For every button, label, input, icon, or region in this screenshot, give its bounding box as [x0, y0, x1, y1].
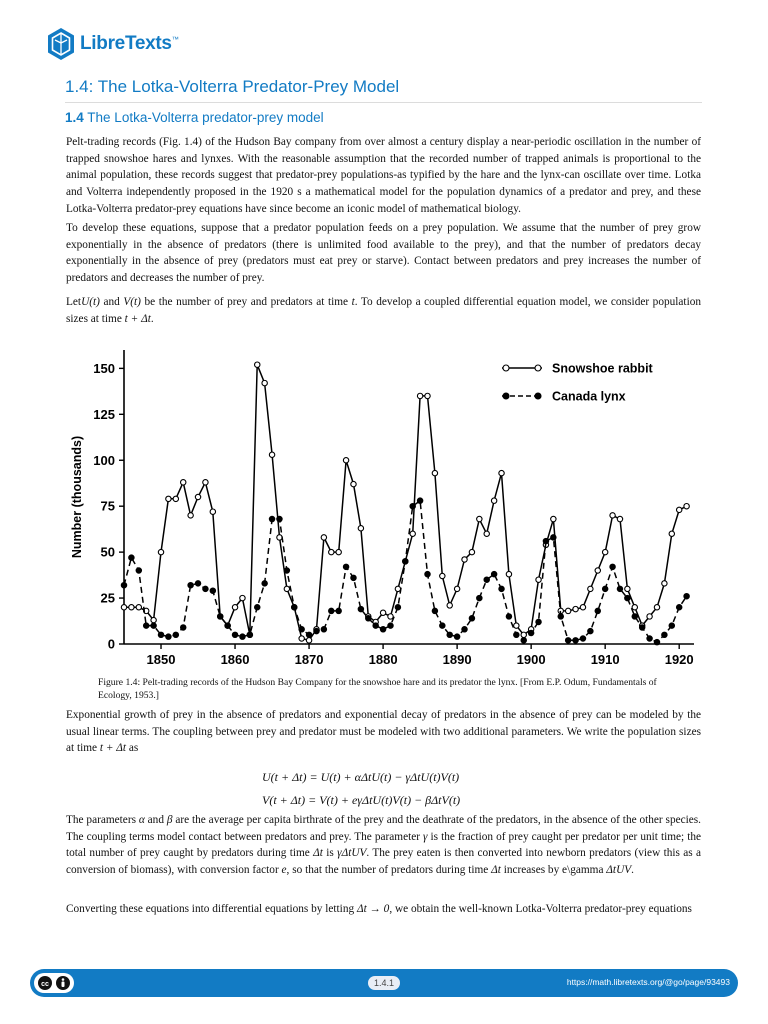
lynx-point — [336, 608, 341, 613]
math-t: t — [351, 296, 355, 308]
equation-prey: U(t + Δt) = U(t) + αΔtU(t) − γΔtU(t)V(t) — [262, 770, 460, 784]
rabbit-point — [329, 549, 334, 554]
rabbit-point — [588, 586, 593, 591]
y-tick-label-0: 0 — [107, 636, 115, 652]
rabbit-point — [232, 605, 237, 610]
rabbit-point — [454, 586, 459, 591]
lynx-point — [440, 623, 445, 628]
math-t-plus-dt: t + Δt — [124, 312, 151, 325]
lynx-point — [684, 594, 689, 599]
lynx-point — [565, 638, 570, 643]
section-title — [65, 110, 324, 125]
page-title: 1.4: The Lotka-Volterra Predator-Prey Model — [65, 77, 702, 103]
rabbit-point — [195, 494, 200, 499]
lynx-point — [654, 639, 659, 644]
x-tick-label-1880: 1880 — [368, 652, 398, 667]
lynx-point — [203, 586, 208, 591]
math-u-of-t: U(t) — [81, 296, 100, 308]
rabbit-point — [395, 586, 400, 591]
lynx-point — [181, 625, 186, 630]
lynx-point — [195, 581, 200, 586]
rabbit-point — [676, 507, 681, 512]
rabbit-point — [469, 549, 474, 554]
rabbit-point — [380, 610, 385, 615]
rabbit-point — [188, 513, 193, 518]
lynx-point — [151, 623, 156, 628]
svg-text:cc: cc — [41, 981, 49, 988]
rabbit-point — [462, 557, 467, 562]
lynx-point — [610, 564, 615, 569]
lynx-point — [528, 630, 533, 635]
legend-label-rabbit: Snowshoe rabbit — [552, 361, 653, 376]
rabbit-point — [536, 577, 541, 582]
rabbit-point — [484, 531, 489, 536]
lynx-point — [617, 586, 622, 591]
lynx-point — [662, 632, 667, 637]
paragraph-intro: Pelt-trading records (Fig. 1.4) of the Hudson Bay company from over almost a century display a near-periodic oscillation in the number of trapped snowshoe hares and lynxes. With the reasonable assumption that the recorded number of trapped animals is proportional to the animal population, these records suggest that predator-prey populations-as typified by the hare and the lynx-can oscillate over time. Lotka and Volterra independently proposed in the 1920 s a mathematical model for the population dynamics of a predator and prey, and these Lotka-Volterra predator-prey equations have since become an iconic model of mathematical biology. — [66, 136, 701, 215]
lynx-point — [595, 608, 600, 613]
lynx-point — [403, 559, 408, 564]
rabbit-point — [440, 573, 445, 578]
lynx-point — [144, 623, 149, 628]
rabbit-point — [610, 513, 615, 518]
logo-text: LibreTexts™ — [80, 33, 179, 54]
lynx-point — [292, 605, 297, 610]
series-line-lynx — [124, 501, 687, 643]
math-alpha: α — [138, 814, 145, 826]
lynx-point — [329, 608, 334, 613]
x-tick-label-1910: 1910 — [590, 652, 620, 667]
lynx-point — [410, 503, 415, 508]
rabbit-point — [269, 452, 274, 457]
lynx-point — [380, 627, 385, 632]
rabbit-point — [647, 614, 652, 619]
lynx-point — [469, 616, 474, 621]
rabbit-point — [632, 605, 637, 610]
lynx-point — [573, 638, 578, 643]
lynx-point — [188, 583, 193, 588]
lynx-point — [543, 538, 548, 543]
rabbit-point — [551, 516, 556, 521]
rabbit-point — [299, 636, 304, 641]
page-number: 1.4.1 — [368, 976, 400, 990]
rabbit-point — [617, 516, 622, 521]
lynx-point — [136, 568, 141, 573]
x-tick-label-1850: 1850 — [146, 652, 176, 667]
rabbit-point — [565, 608, 570, 613]
lynx-point — [240, 634, 245, 639]
lynx-point — [551, 535, 556, 540]
paragraph-parameters: The parameters α and β are the average per capita birthrate of the prey and the deathrate of the predators, in the absence of the other species. The coupling terms model contact between predators and prey. The parameter γ is the fraction of prey caught per predator per unit time; the total number of prey caught by predators during time Δt is γΔtUV. The prey eaten is then converted into newborn predators (view this as a conversion of biomass), with conversion factor e, so that the number of predators during time Δt increases by e\gamma ΔtUV. — [66, 814, 701, 877]
paragraph-assumptions: To develop these equations, suppose that a predator population feeds on a prey population. We assume that the number of prey grow exponentially in the absence of predators (there is unlimited food available to the prey), and that the number of predators decay exponentially in the absence of prey (predators must eat prey or starve). Contact between predators and prey increases the number of predators and decreases the number of prey. — [66, 222, 701, 285]
lynx-point — [262, 581, 267, 586]
lynx-point — [676, 605, 681, 610]
y-tick-label-100: 100 — [93, 452, 115, 468]
rabbit-point — [425, 393, 430, 398]
equations-block — [262, 766, 562, 812]
lynx-point — [121, 583, 126, 588]
libretexts-logo-icon — [46, 27, 76, 61]
rabbit-point — [410, 531, 415, 536]
y-tick-label-50: 50 — [100, 544, 115, 560]
lynx-point — [218, 614, 223, 619]
rabbit-point — [684, 503, 689, 508]
rabbit-point — [602, 549, 607, 554]
rabbit-point — [321, 535, 326, 540]
section-title-text: The Lotka-Volterra predator-prey model — [87, 110, 324, 125]
rabbit-point — [477, 516, 482, 521]
math-v-of-t: V(t) — [123, 296, 141, 308]
lynx-point — [351, 575, 356, 580]
y-tick-label-150: 150 — [93, 360, 115, 376]
rabbit-point — [491, 498, 496, 503]
rabbit-point — [388, 614, 393, 619]
lynx-point — [484, 577, 489, 582]
lynx-point — [499, 586, 504, 591]
lynx-point — [602, 586, 607, 591]
rabbit-point — [262, 380, 267, 385]
footer-page-link[interactable]: https://math.libretexts.org/@go/page/93493 — [566, 977, 730, 987]
y-tick-label-125: 125 — [93, 406, 115, 422]
lynx-point — [669, 623, 674, 628]
lynx-point — [588, 628, 593, 633]
rabbit-point — [343, 458, 348, 463]
x-tick-label-1900: 1900 — [516, 652, 546, 667]
section-number: 1.4 — [65, 110, 84, 125]
rabbit-point — [417, 393, 422, 398]
lynx-point — [639, 625, 644, 630]
legend-marker-rabbit — [503, 365, 509, 371]
lynx-point — [366, 616, 371, 621]
lynx-point — [277, 516, 282, 521]
legend-marker-lynx — [503, 393, 509, 399]
lynx-point — [514, 632, 519, 637]
lynx-point — [232, 632, 237, 637]
rabbit-point — [573, 606, 578, 611]
lynx-point — [647, 636, 652, 641]
lynx-point — [447, 632, 452, 637]
math-e: e — [281, 864, 287, 877]
lynx-point — [506, 614, 511, 619]
lynx-point — [358, 606, 363, 611]
lynx-point — [580, 636, 585, 641]
lynx-point — [536, 619, 541, 624]
rabbit-point — [336, 549, 341, 554]
rabbit-point — [521, 632, 526, 637]
lynx-point — [166, 634, 171, 639]
rabbit-point — [284, 586, 289, 591]
rabbit-point — [625, 586, 630, 591]
chart-legend — [502, 362, 654, 404]
rabbit-point — [151, 617, 156, 622]
rabbit-point — [181, 480, 186, 485]
libretexts-logo[interactable] — [46, 26, 178, 62]
rabbit-point — [121, 605, 126, 610]
rabbit-point — [351, 481, 356, 486]
chart-series — [121, 362, 689, 645]
paragraph-conversion: Converting these equations into differential equations by letting Δt → 0, we obtain the well-known Lotka-Volterra predator-prey equations — [66, 903, 692, 915]
math-dt-2: Δt — [491, 864, 501, 877]
lynx-point — [299, 627, 304, 632]
x-tick-label-1890: 1890 — [442, 652, 472, 667]
rabbit-point — [595, 568, 600, 573]
creative-commons-icon — [37, 975, 53, 991]
x-tick-label-1860: 1860 — [220, 652, 250, 667]
lynx-point — [255, 605, 260, 610]
paragraph-coupling: Exponential growth of prey in the absence of predators and exponential decay of predators in the absence of prey can be modeled by the usual linear terms. The coupling between prey and predator must be modeled with two additional parameters. We write the population sizes at time t + Δt as — [66, 709, 701, 755]
lynx-point — [314, 628, 319, 633]
rabbit-point — [203, 480, 208, 485]
legend-label-lynx: Canada lynx — [552, 389, 626, 404]
rabbit-point — [166, 496, 171, 501]
lynx-point — [321, 627, 326, 632]
lynx-point — [432, 608, 437, 613]
rabbit-point — [240, 595, 245, 600]
lynx-point — [632, 614, 637, 619]
lynx-point — [373, 623, 378, 628]
lynx-point — [462, 627, 467, 632]
lynx-point — [477, 595, 482, 600]
rabbit-point — [173, 496, 178, 501]
rabbit-point — [210, 509, 215, 514]
rabbit-point — [654, 605, 659, 610]
y-axis-label: Number (thousands) — [70, 435, 84, 559]
legend-marker-rabbit — [535, 365, 541, 371]
rabbit-point — [506, 571, 511, 576]
math-dt-uv: ΔtUV — [606, 864, 632, 877]
rabbit-point — [447, 603, 452, 608]
lynx-point — [306, 632, 311, 637]
rabbit-point — [277, 535, 282, 540]
math-beta: β — [166, 814, 173, 826]
math-dt-to-zero: Δt → 0 — [356, 903, 390, 915]
rabbit-point — [499, 470, 504, 475]
paragraph-definitions: LetU(t) and V(t) be the number of prey and predators at time t. To develop a coupled differential equation model, we consider population sizes at time t + Δt. — [66, 296, 702, 325]
rabbit-point — [306, 638, 311, 643]
cc-license-badge[interactable] — [34, 973, 74, 993]
math-gamma: γ — [423, 830, 428, 843]
lynx-point — [173, 632, 178, 637]
lynx-point — [225, 623, 230, 628]
figure-caption: Figure 1.4: Pelt-trading records of the Hudson Bay Company for the snowshoe hare and its predator the lynx. [From E.P. Odum, Fundamentals of Ecology, 1953.] — [98, 677, 657, 701]
lynx-point — [491, 571, 496, 576]
y-tick-label-25: 25 — [100, 590, 115, 606]
math-t-plus-dt-2: t + Δt — [99, 742, 127, 755]
lynx-point — [454, 634, 459, 639]
rabbit-point — [158, 549, 163, 554]
lynx-point — [129, 555, 134, 560]
attribution-icon — [55, 975, 71, 991]
lynx-point — [269, 516, 274, 521]
rabbit-point — [669, 531, 674, 536]
rabbit-point — [432, 470, 437, 475]
rabbit-point — [255, 362, 260, 367]
y-tick-label-75: 75 — [100, 498, 115, 514]
lynx-point — [521, 638, 526, 643]
lynx-point — [625, 595, 630, 600]
lynx-point — [425, 571, 430, 576]
lynx-point — [558, 614, 563, 619]
lynx-point — [343, 564, 348, 569]
lynx-point — [395, 605, 400, 610]
lynx-point — [210, 588, 215, 593]
lynx-point — [417, 498, 422, 503]
rabbit-point — [580, 605, 585, 610]
rabbit-point — [514, 623, 519, 628]
rabbit-point — [136, 605, 141, 610]
math-dt: Δt — [313, 847, 323, 860]
rabbit-point — [662, 581, 667, 586]
x-tick-label-1920: 1920 — [664, 652, 694, 667]
hare-lynx-chart — [66, 342, 702, 672]
x-tick-label-1870: 1870 — [294, 652, 324, 667]
lynx-point — [284, 568, 289, 573]
rabbit-point — [129, 605, 134, 610]
lynx-point — [247, 632, 252, 637]
equation-predator: V(t + Δt) = V(t) + eγΔtU(t)V(t) − βΔtV(t) — [262, 793, 461, 807]
lynx-point — [158, 632, 163, 637]
lynx-point — [388, 623, 393, 628]
rabbit-point — [358, 526, 363, 531]
legend-marker-lynx — [535, 393, 541, 399]
math-gamma-dt-uv: γΔtUV — [337, 847, 367, 860]
